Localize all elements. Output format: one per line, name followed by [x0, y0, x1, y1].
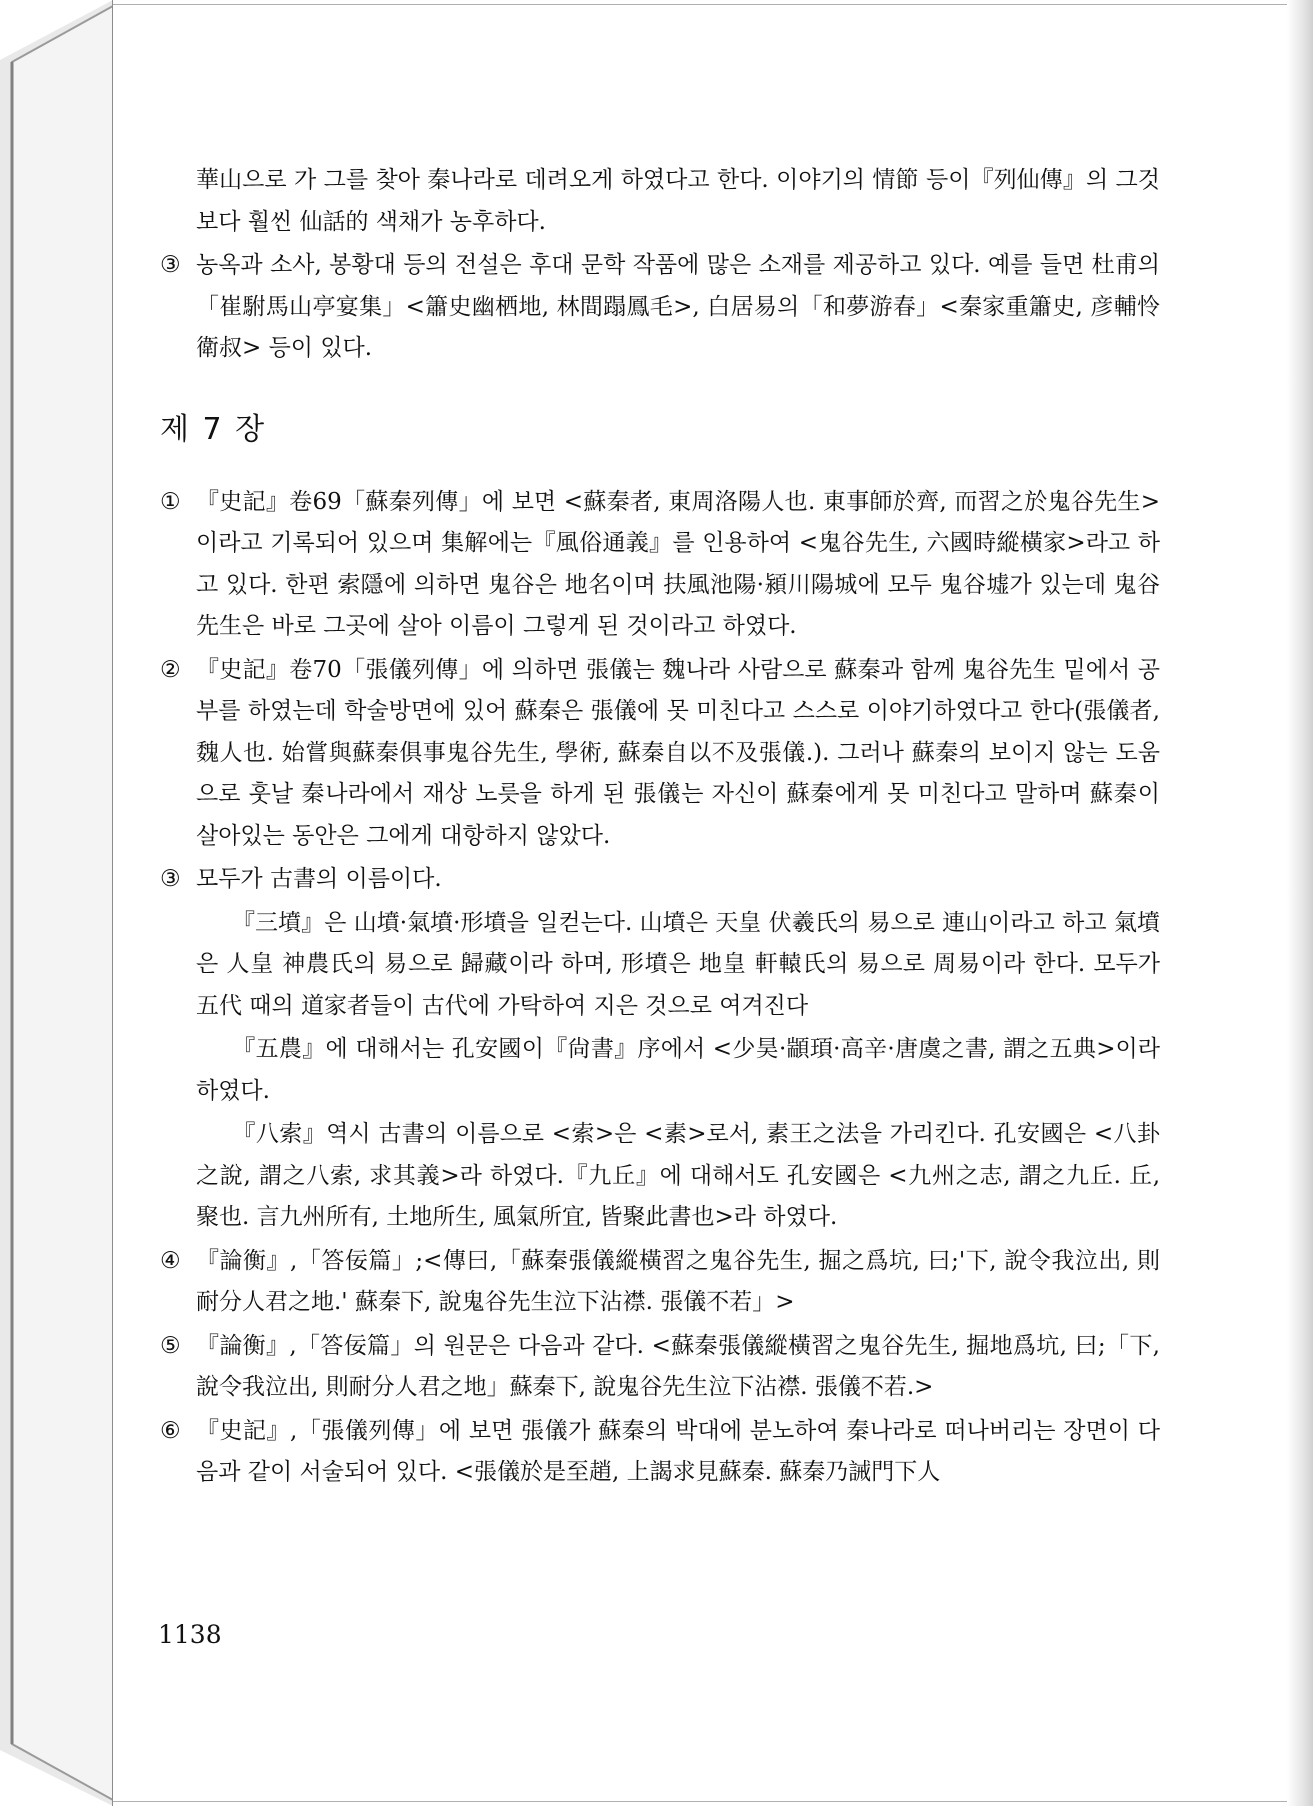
note-item: [160, 1241, 1160, 1324]
note-text: 농옥과 소사, 봉황대 등의 전설은 후대 문학 작품에 많은 소재를 제공하고 있다. 예를 들면 杜甫의「崔駙馬山亭宴集」<簫史幽栖地, 林間蹋鳳毛>, 白居易의「和夢游春」<秦家重簫史, 彦輔怜衛叔> 등이 있다.: [196, 252, 1160, 361]
note-item: [160, 245, 1160, 370]
page-shadow: [1287, 0, 1313, 1806]
chapter-notes: [160, 482, 1160, 1494]
note-text: 모두가 古書의 이름이다.: [196, 866, 442, 892]
note-marker: ③: [160, 252, 181, 278]
page-number: 1138: [158, 1620, 222, 1649]
note-marker: ②: [160, 656, 181, 683]
note-text: 『三墳』은 山墳·氣墳·形墳을 일컫는다. 山墳은 天皇 伏羲氏의 易으로 連山이라고 하고 氣墳은 人皇 神農氏의 易으로 歸藏이라 하며, 形墳은 地皇 軒轅氏의 易으로 周易이라 한다. 모두가 五代 때의 道家者들이 古代에 가탁하여 지은 것으로 여겨진다: [196, 909, 1160, 1019]
note-text: 『史記』,「張儀列傳」에 보면 張儀가 蘇秦의 박대에 분노하여 秦나라로 떠나버리는 장면이 다음과 같이 서술되어 있다. <張儀於是至趙, 上謁求見蘇秦. 蘇秦乃誡門下人: [196, 1417, 1160, 1485]
note-item: [160, 650, 1160, 858]
note-subparagraph: [160, 903, 1160, 1028]
note-item: [160, 482, 1160, 648]
note-marker: ⑥: [160, 1417, 181, 1444]
note-marker: ③: [160, 866, 181, 892]
note-text: 華山으로 가 그를 찾아 秦나라로 데려오게 하였다고 한다. 이야기의 情節 등이『列仙傳』의 그것보다 훨씬 仙話的 색채가 농후하다.: [196, 167, 1160, 235]
note-item: [160, 859, 1160, 901]
note-marker: ①: [160, 488, 181, 515]
note-text: 『史記』卷70「張儀列傳」에 의하면 張儀는 魏나라 사람으로 蘇秦과 함께 鬼谷先生 밑에서 공부를 하였는데 학술방면에 있어 蘇秦은 張儀에 못 미친다고 스스로 이야기하였다고 한다(張儀者, 魏人也. 始嘗與蘇秦俱事鬼谷先生, 學術, 蘇秦自以不及張儀.). 그러나 蘇秦의 보이지 않는 도움으로 훗날 秦나라에서 재상 노릇을 하게 된 張儀는 자신이 蘇秦에게 못 미친다고 말하며 蘇秦이 살아있는 동안은 그에게 대항하지 않았다.: [196, 656, 1160, 849]
intro-notes: [160, 160, 1160, 370]
chapter-title: 제 7 장: [160, 411, 267, 447]
note-subparagraph: [160, 1114, 1160, 1239]
note-marker: ④: [160, 1247, 181, 1274]
book-spine-edge: [0, 0, 113, 1806]
note-continuation: [160, 160, 1160, 243]
note-text: 『史記』卷69「蘇秦列傳」에 보면 <蘇秦者, 東周洛陽人也. 東事師於齊, 而習之於鬼谷先生>이라고 기록되어 있으며 集解에는『風俗通義』를 인용하여 <鬼谷先生, 六國時縱橫家>라고 하고 있다. 한편 索隱에 의하면 鬼谷은 地名이며 扶風池陽·潁川陽城에 모두 鬼谷墟가 있는데 鬼谷先生은 바로 그곳에 살아 이름이 그렇게 된 것이라고 하였다.: [196, 488, 1160, 639]
note-text: 『八索』역시 古書의 이름으로 <索>은 <素>로서, 素王之法을 가리킨다. 孔安國은 <八卦之說, 謂之八索, 求其義>라 하였다.『九丘』에 대해서도 孔安國은 <九州之志, 謂之九丘. 丘, 聚也. 言九州所有, 土地所生, 風氣所宜, 皆聚此書也>라 하였다.: [196, 1121, 1160, 1230]
note-text: 『五農』에 대해서는 孔安國이『尙書』序에서 <少昊·顓頊·高辛·唐虞之書, 謂之五典>이라 하였다.: [196, 1036, 1160, 1104]
note-text: 『論衡』,「答佞篇」;<傳曰,「蘇秦張儀縱橫習之鬼谷先生, 掘之爲坑, 曰;'下, 說令我泣出, 則耐分人君之地.' 蘇秦下, 說鬼谷先生泣下沾襟. 張儀不若」>: [196, 1247, 1160, 1315]
note-item: [160, 1326, 1160, 1409]
note-item: [160, 1411, 1160, 1494]
page-content: [160, 160, 1160, 1496]
note-marker: ⑤: [160, 1332, 181, 1359]
note-subparagraph: [160, 1029, 1160, 1112]
note-text: 『論衡』,「答佞篇」의 원문은 다음과 같다. <蘇秦張儀縱橫習之鬼谷先生, 掘地爲坑, 曰;「下, 說令我泣出, 則耐分人君之地」蘇秦下, 說鬼谷先生泣下沾襟. 張儀不若.>: [196, 1332, 1160, 1400]
